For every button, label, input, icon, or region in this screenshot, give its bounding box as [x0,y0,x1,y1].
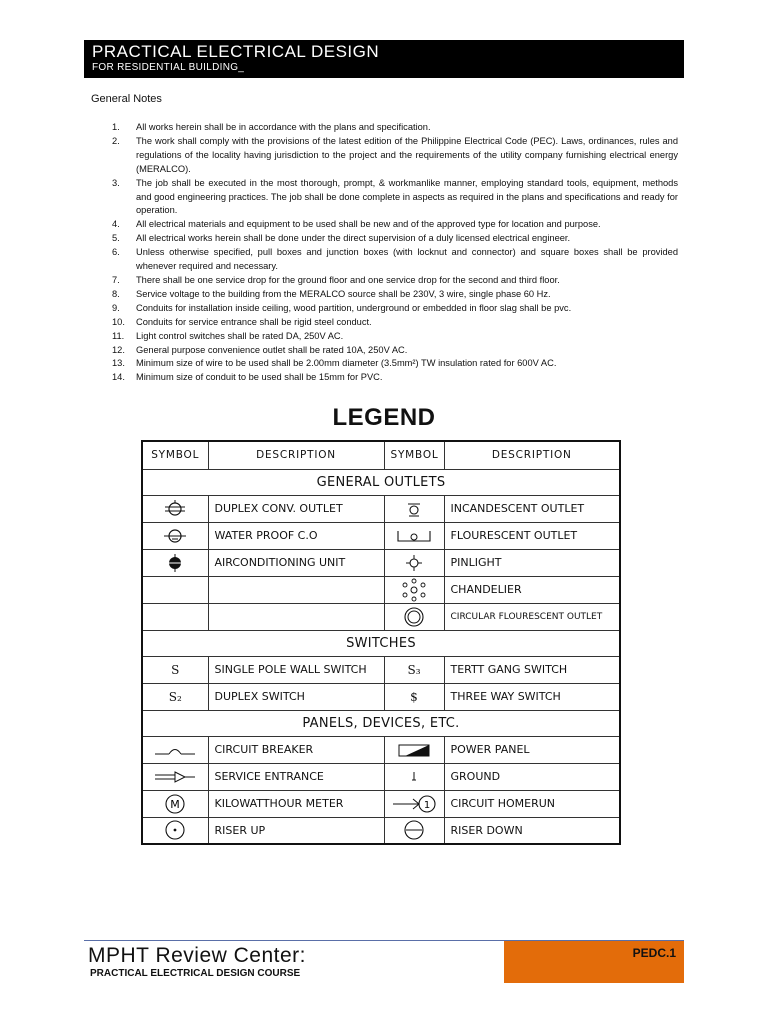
note-item [112,330,678,344]
general-notes-list [112,121,678,385]
note-item [112,218,678,232]
note-number: 12. [112,344,125,355]
legend-description: GROUND [444,763,620,790]
duplex-switch-symbol: S₂ [142,683,208,710]
three-gang-switch-symbol: S₃ [384,656,444,683]
riser-up-icon [142,817,208,844]
legend-description: CIRCULAR FLOURESCENT OUTLET [444,603,620,630]
note-text: Minimum size of conduit to be used shall be 15mm for PVC. [136,372,383,383]
note-item [112,344,678,358]
circuit-homerun-icon [384,790,444,817]
circular-fluorescent-icon [384,603,444,630]
legend-row [142,763,620,790]
note-number: 7. [112,274,120,285]
note-number: 13. [112,358,125,369]
power-panel-icon [384,736,444,763]
legend-row [142,522,620,549]
note-number: 2. [112,135,120,146]
homerun-label: 1 [423,799,431,811]
note-item [112,316,678,330]
note-text: All electrical materials and equipment to be used shall be new and of the approved type for location and purpose. [136,219,601,230]
incandescent-outlet-icon [384,495,444,522]
legend-description: CIRCUIT BREAKER [208,736,384,763]
legend-description: TERTT GANG SWITCH [444,656,620,683]
single-pole-switch-symbol: S [142,656,208,683]
legend-row [142,549,620,576]
legend-row [142,790,620,817]
section-general-outlets: GENERAL OUTLETS [142,469,620,495]
legend-description: FLOURESCENT OUTLET [444,522,620,549]
note-text: All works herein shall be in accordance with the plans and specification. [136,122,431,132]
note-number: 5. [112,233,120,244]
chandelier-icon [384,576,444,603]
note-number: 10. [112,316,125,327]
note-item [112,371,678,385]
legend-description: SINGLE POLE WALL SWITCH [208,656,384,683]
note-item [112,288,678,302]
note-item [112,302,678,316]
note-text: The work shall comply with the provisions of the latest edition of the Philippine Electrical Code (PEC). Laws, ordinances, rules and regulations of the locality having jurisdiction to the project and the requirements of the utility company furnishing electrical energy (MERALCO). [136,135,678,174]
legend-header-row [142,441,620,469]
legend-description: AIRCONDITIONING UNIT [208,549,384,576]
note-text: Minimum size of wire to be used shall be 2.00mm diameter (3.5mm²) TW insulation rated for 600V AC. [136,358,557,369]
legend-section-row [142,469,620,495]
empty-cell [142,603,208,630]
aircon-unit-icon [142,549,208,576]
service-entrance-icon [142,763,208,790]
legend-description: WATER PROOF C.O [208,522,384,549]
description-column-header: DESCRIPTION [208,441,384,469]
document-subtitle: FOR RESIDENTIAL BUILDING_ [92,62,245,73]
legend-description: INCANDESCENT OUTLET [444,495,620,522]
note-number: 3. [112,177,120,188]
pinlight-icon [384,549,444,576]
note-text: Conduits for installation inside ceiling, wood partition, underground or embedded in floor slag shall be pvc. [136,302,572,313]
legend-description: POWER PANEL [444,736,620,763]
legend-row [142,603,620,630]
legend-description: SERVICE ENTRANCE [208,763,384,790]
note-text: All electrical works herein shall be done under the direct supervision of a duly licensed electrical engineer. [136,233,571,244]
note-text: There shall be one service drop for the ground floor and one service drop for the second and third floor. [136,274,560,285]
note-text: Service voltage to the building from the MERALCO source shall be 230V, 3 wire, single phase 60 Hz. [136,288,551,299]
legend-title: LEGEND [332,404,436,431]
legend-description: PINLIGHT [444,549,620,576]
ground-icon [384,763,444,790]
note-item [112,232,678,246]
note-item [112,246,678,274]
legend-row [142,495,620,522]
meter-label: M [170,797,180,811]
note-text: Unless otherwise specified, pull boxes and junction boxes (with locknut and connector) and square boxes shall be provided whenever required and necessary. [136,247,678,272]
fluorescent-outlet-icon [384,522,444,549]
note-number: 9. [112,302,120,313]
legend-description: RISER UP [208,817,384,844]
description-column-header: DESCRIPTION [444,441,620,469]
legend-description: DUPLEX SWITCH [208,683,384,710]
empty-cell [208,603,384,630]
footer-title: MPHT Review Center: [88,944,307,967]
legend-section-row [142,630,620,656]
legend-section-row [142,710,620,736]
page-code-badge [504,941,684,983]
note-text: Conduits for service entrance shall be rigid steel conduct. [136,316,372,327]
footer-subtitle: PRACTICAL ELECTRICAL DESIGN COURSE [90,968,301,979]
empty-cell [208,576,384,603]
legend-row [142,736,620,763]
weatherproof-outlet-icon [142,522,208,549]
note-number: 1. [112,122,120,132]
riser-down-icon [384,817,444,844]
duplex-outlet-icon [142,495,208,522]
note-number: 8. [112,288,120,299]
legend-description: CHANDELIER [444,576,620,603]
symbol-column-header: SYMBOL [384,441,444,469]
legend-row [142,656,620,683]
kwh-meter-icon [142,790,208,817]
note-item [112,274,678,288]
note-text: Light control switches shall be rated DA, 250V AC. [136,330,344,341]
note-item [112,121,678,135]
empty-cell [142,576,208,603]
legend-description: DUPLEX CONV. OUTLET [208,495,384,522]
symbol-column-header: SYMBOL [142,441,208,469]
legend-description: CIRCUIT HOMERUN [444,790,620,817]
legend-row [142,683,620,710]
page-code: PEDC.1 [632,946,676,960]
general-notes-heading: General Notes [91,93,162,105]
section-switches: SWITCHES [142,630,620,656]
legend-description: RISER DOWN [444,817,620,844]
note-item [112,357,678,371]
legend-row [142,576,620,603]
document-title: PRACTICAL ELECTRICAL DESIGN [92,42,380,61]
note-number: 14. [112,372,125,383]
legend-table [141,440,621,845]
legend-description: KILOWATTHOUR METER [208,790,384,817]
note-number: 11. [112,330,125,341]
note-number: 6. [112,247,120,258]
note-item [112,135,678,177]
legend-description: THREE WAY SWITCH [444,683,620,710]
note-item [112,177,678,219]
note-text: The job shall be executed in the most thorough, prompt, & workmanlike manner, employing standard tools, equipment, methods and good engineering practices. The job shall be done complete in aspects as required in the plans and specifications and ready for operation. [136,177,678,216]
three-way-switch-symbol: $ [384,683,444,710]
legend-row [142,817,620,844]
circuit-breaker-icon [142,736,208,763]
section-panels-devices: PANELS, DEVICES, ETC. [142,710,620,736]
document-header [84,40,684,78]
note-number: 4. [112,219,120,230]
note-text: General purpose convenience outlet shall be rated 10A, 250V AC. [136,344,408,355]
